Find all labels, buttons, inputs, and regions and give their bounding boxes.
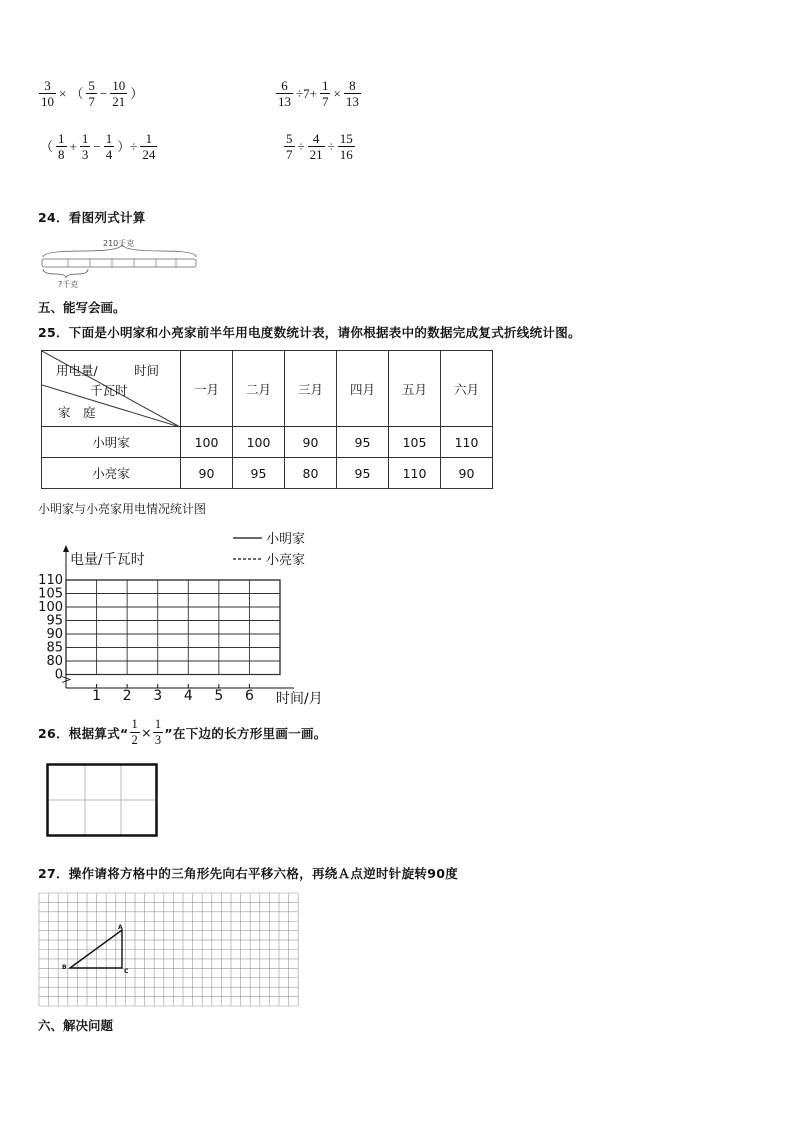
x-tick-label: 1	[92, 688, 102, 704]
y-tick-label: 0	[54, 667, 63, 683]
fraction: $\frac{1}{24}$	[142, 131, 156, 162]
label-c: C	[124, 968, 129, 975]
cell: 105	[389, 427, 441, 458]
y-axis-arrow	[63, 545, 69, 552]
row-name: 小明家	[42, 427, 181, 458]
expression-3: （ $\frac{1}{8}$ + $\frac{1}{3}$ − $\frac{1}{4}$ ）÷ $\frac{1}{24}$	[40, 131, 156, 162]
fraction: $\frac{5}{7}$	[88, 78, 95, 109]
legend-label: 小明家	[266, 532, 306, 547]
y-tick-label: 85	[46, 640, 63, 656]
x-tick-label: 2	[122, 688, 132, 704]
expression-1: $\frac{3}{10}$ × （ $\frac{5}{7}$ − $\frac{10}{21}$ ）	[41, 78, 144, 109]
fraction: $\frac{5}{7}$	[286, 131, 293, 162]
header-family: 家 庭	[58, 405, 96, 420]
header-unit: 千瓦时	[90, 383, 128, 398]
expression-2: $\frac{6}{13}$ ÷7+ $\frac{1}{7}$ × $\frac{8}{13}$	[278, 78, 359, 109]
top-label: 210千克	[103, 239, 135, 248]
cell: 100	[233, 427, 285, 458]
cell: 80	[285, 458, 337, 489]
table-row	[42, 458, 493, 489]
row-name: 小亮家	[42, 458, 181, 489]
month-header: 五月	[389, 351, 441, 427]
fraction: $\frac{1}{7}$	[321, 78, 329, 109]
triangle	[70, 930, 122, 968]
fraction: $\frac{4}{21}$	[309, 131, 323, 162]
fraction: $\frac{1}{8}$	[58, 131, 65, 162]
usage-table	[41, 350, 493, 489]
question-25-title: 25．下面是小明家和小亮家前半年用电度数统计表，请你根据表中的数据完成复式折线统计图。	[38, 325, 581, 340]
fraction: $\frac{8}{13}$	[345, 78, 359, 109]
y-tick-label: 90	[46, 627, 63, 642]
fraction: $\frac{1}{3}$	[81, 131, 89, 162]
fraction: $\frac{3}{10}$	[41, 78, 54, 109]
bar-ticks	[68, 259, 176, 267]
legend-label: 小亮家	[266, 553, 306, 568]
fraction: $\frac{10}{21}$	[112, 78, 126, 109]
line-chart	[36, 528, 356, 706]
y-tick-label: 105	[38, 586, 63, 602]
chart-svg	[36, 528, 356, 706]
chart-title: 小明家与小亮家用电情况统计图	[38, 502, 207, 516]
x-tick-label: 5	[214, 688, 224, 704]
cell: 95	[337, 427, 389, 458]
y-tick-label: 80	[46, 654, 63, 669]
x-tick-label: 6	[244, 688, 254, 704]
cell: 110	[441, 427, 493, 458]
x-axis-label: 时间/月	[276, 691, 323, 706]
cell: 95	[337, 458, 389, 489]
fraction: $\frac{6}{13}$	[278, 78, 291, 109]
cell: 95	[233, 458, 285, 489]
section-6-heading: 六、解决问题	[38, 1018, 114, 1033]
question-26-title: 26．根据算式“ $\frac{1}{2}$ × $\frac{1}{3}$ ”在下边的长方形里画一画。	[38, 717, 327, 747]
x-tick-label: 3	[153, 688, 163, 704]
y-tick-label: 110	[38, 573, 63, 588]
label-b: B	[62, 964, 67, 971]
cell: 100	[181, 427, 233, 458]
y-axis-label: 电量/千瓦时	[70, 552, 145, 568]
header-usage: 用电量/	[56, 363, 98, 378]
month-header: 三月	[285, 351, 337, 427]
y-tick-label: 95	[46, 613, 63, 629]
x-tick-label: 4	[183, 688, 193, 704]
cell: 90	[181, 458, 233, 489]
label-a: A	[118, 924, 123, 931]
fraction: $\frac{1}{4}$	[105, 131, 113, 162]
bottom-brace	[43, 269, 88, 278]
bar	[42, 259, 196, 267]
question-24-title: 24．看图列式计算	[38, 210, 146, 225]
fraction: $\frac{15}{16}$	[339, 131, 353, 162]
header-time: 时间	[134, 363, 160, 378]
drawing-rectangle[interactable]	[46, 763, 158, 837]
table-row	[42, 427, 493, 458]
cell: 110	[389, 458, 441, 489]
month-header: 四月	[337, 351, 389, 427]
bottom-label: ?千克	[58, 280, 79, 289]
expression-4: $\frac{5}{7}$ ÷ $\frac{4}{21}$ ÷ $\frac{15}{16}$	[286, 131, 353, 162]
cell: 90	[285, 427, 337, 458]
question-27-title: 27．操作请将方格中的三角形先向右平移六格，再绕Ａ点逆时针旋转90度	[38, 866, 458, 881]
grid-frame	[66, 580, 280, 675]
table-header-corner	[42, 351, 181, 427]
month-header: 二月	[233, 351, 285, 427]
month-header: 六月	[441, 351, 493, 427]
section-5-heading: 五、能写会画。	[38, 300, 126, 315]
square-grid[interactable]	[38, 892, 300, 1007]
month-header: 一月	[181, 351, 233, 427]
y-tick-label: 100	[38, 600, 63, 615]
cell: 90	[441, 458, 493, 489]
q24-diagram	[38, 234, 202, 290]
